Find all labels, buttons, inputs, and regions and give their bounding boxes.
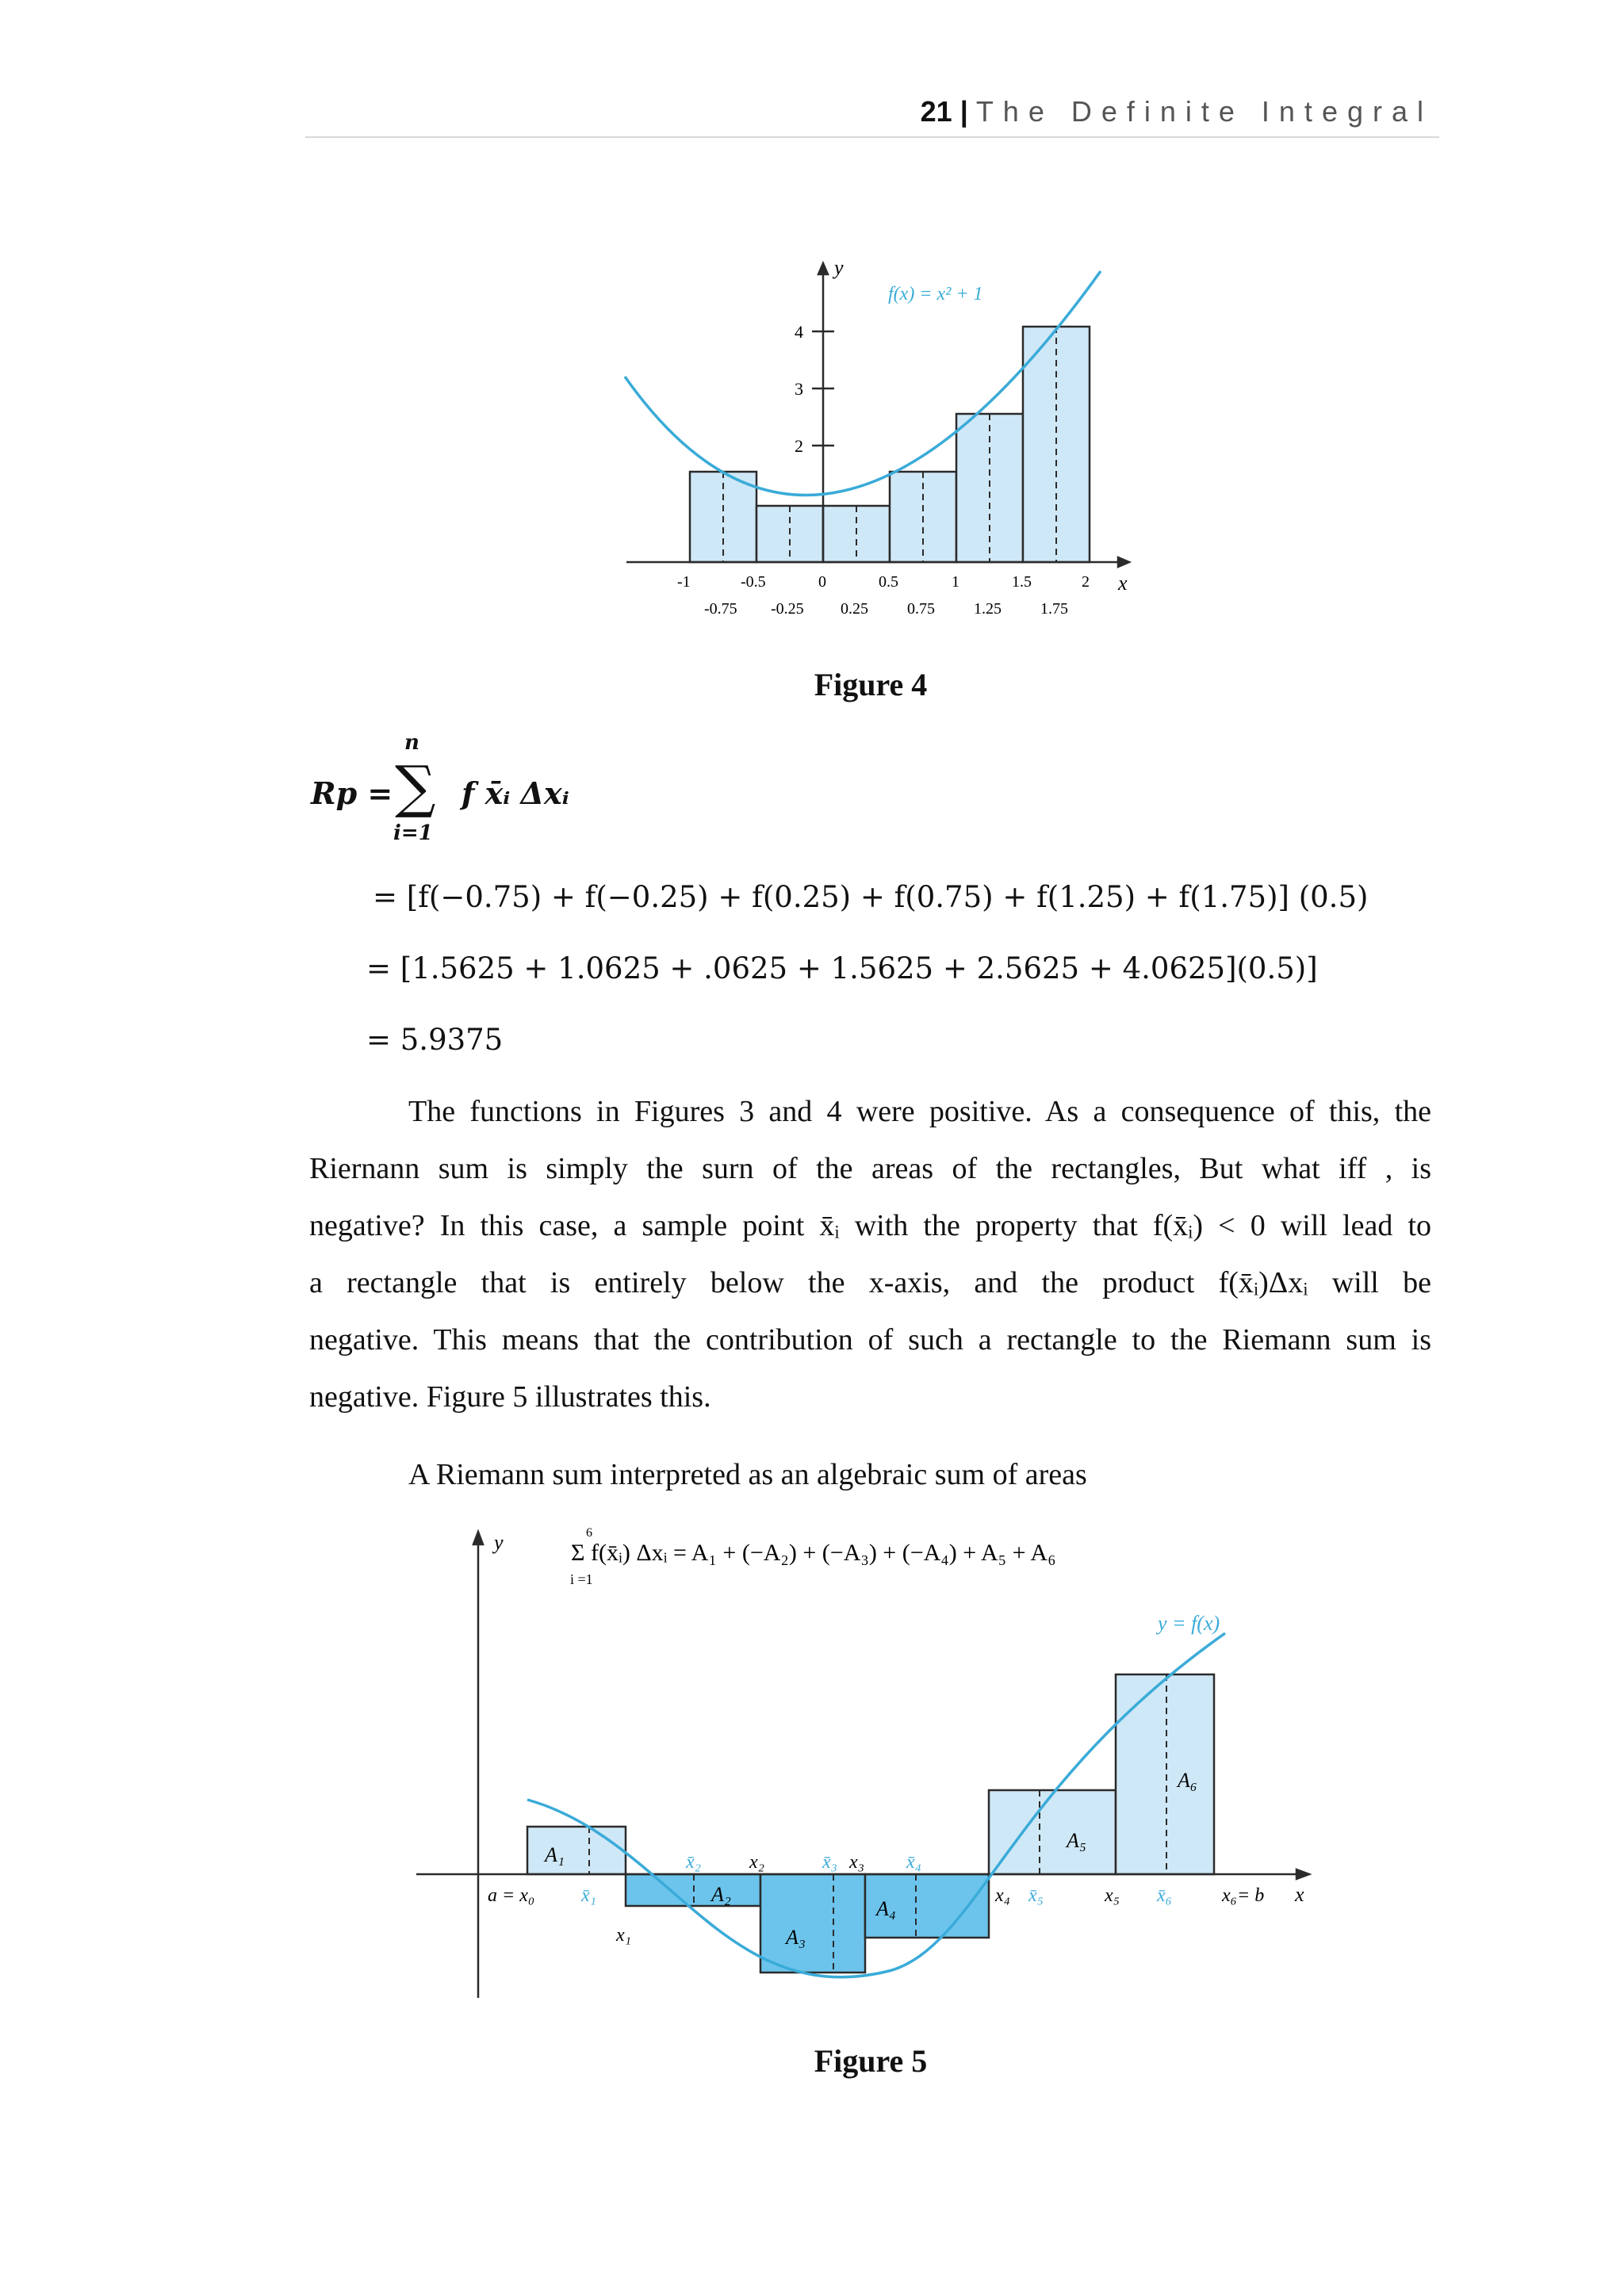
- fig5-rect-a6: [1116, 1674, 1214, 1874]
- fig5-rect-a5: [989, 1790, 1116, 1874]
- fig5-sum-upper: 6: [586, 1526, 592, 1540]
- fig5-point-label: x₄: [995, 1885, 1010, 1906]
- paragraph-line: a rectangle that is entirely below the x-axis, and the product f(x̄ᵢ)Δxᵢ will be: [309, 1266, 1431, 1299]
- fig5-point-label: x₃: [849, 1852, 864, 1873]
- fig4-y-tick: 4: [795, 322, 803, 342]
- fig4-x-tick: 0.25: [841, 600, 868, 618]
- body-paragraph: [309, 1083, 1431, 1425]
- fig5-point-label: x̄₄: [906, 1852, 921, 1873]
- fig4-x-tick: 0.75: [907, 600, 935, 618]
- formula-line-3: = 5.9375: [366, 1023, 504, 1057]
- fig4-x-tick: -0.25: [771, 600, 804, 618]
- figure-4: [611, 254, 1150, 634]
- formula-line-2: = [1.5625 + 1.0625 + .0625 + 1.5625 + 2.5625 + 4.0625](0.5)]: [366, 951, 1318, 985]
- header-text: [921, 95, 1433, 128]
- paragraph-line: The functions in Figures 3 and 4 were positive. As a consequence of this, the: [408, 1095, 1431, 1128]
- formula-summand: f x̄ᵢ Δxᵢ: [462, 775, 569, 811]
- fig5-point-label: x̄₆: [1157, 1885, 1172, 1906]
- fig4-x-tick: 1.75: [1040, 600, 1068, 618]
- paragraph-line: negative? In this case, a sample point x̄ᵢ with the property that f(x̄ᵢ) < 0 will lead to: [309, 1209, 1431, 1242]
- fig5-point-label: x̄₃: [822, 1852, 837, 1873]
- fig4-x-tick: -1: [677, 573, 691, 591]
- header-title: The Definite Integral: [975, 95, 1433, 128]
- fig4-x-axis-label: x: [1118, 572, 1128, 595]
- figure-5-caption: Figure 5: [814, 2043, 928, 2079]
- fig5-area-label: A₁: [545, 1843, 565, 1866]
- header-separator: |: [959, 95, 968, 128]
- formula-lhs: Rp =: [311, 775, 393, 811]
- fig5-point-label: x₅: [1105, 1885, 1120, 1906]
- fig5-point-label: x₁: [616, 1925, 631, 1946]
- fig5-area-label: A₂: [711, 1883, 731, 1906]
- fig5-point-label: x̄₁: [581, 1885, 596, 1906]
- formula-sum-lower: i=1: [393, 821, 433, 845]
- fig4-x-tick: 1: [952, 573, 959, 591]
- fig5-point-label: x̄₅: [1028, 1885, 1044, 1906]
- fig5-point-label: x̄₂: [686, 1852, 701, 1873]
- figure-5-heading: A Riemann sum interpreted as an algebraic sum of areas: [408, 1458, 1087, 1491]
- figure-5-negative-rects: [626, 1874, 989, 1973]
- fig4-x-tick: 0: [818, 573, 826, 591]
- fig5-point-label: a = x₀: [488, 1885, 535, 1906]
- fig4-y-tick: 3: [795, 379, 803, 399]
- sigma-symbol: ∑: [395, 753, 436, 820]
- fig5-y-axis-label: y: [494, 1531, 504, 1554]
- fig4-function-label: f(x) = x² + 1: [888, 284, 983, 304]
- fig5-area-label: A₅: [1067, 1829, 1086, 1852]
- fig4-x-tick: 0.5: [879, 573, 898, 591]
- fig5-sum-expression: Σ f(x̄ᵢ) Δxᵢ = A₁ + (−A₂) + (−A₃) + (−A₄) + A₅ + A₆: [571, 1540, 1056, 1566]
- formula-line-1: = [f(−0.75) + f(−0.25) + f(0.25) + f(0.75) + f(1.25) + f(1.75)] (0.5): [373, 880, 1369, 914]
- figure-4-x-ticks-top: [677, 573, 1090, 591]
- paragraph-line: negative. Figure 5 illustrates this.: [309, 1380, 711, 1414]
- fig5-rect-a3: [760, 1874, 865, 1973]
- paragraph-line: negative. This means that the contribution of such a rectangle to the Riemann sum is: [309, 1323, 1431, 1357]
- page-number: 21: [920, 95, 952, 128]
- page-header: [305, 95, 1439, 138]
- fig5-rect-a1: [527, 1827, 626, 1874]
- figure-5-positive-rects: [527, 1674, 1214, 1874]
- fig5-area-label: A₃: [786, 1926, 806, 1949]
- fig4-x-tick: -0.5: [741, 573, 766, 591]
- fig4-x-tick: 1.25: [974, 600, 1002, 618]
- fig5-x-axis-label: x: [1295, 1883, 1304, 1906]
- fig4-x-tick: 2: [1082, 573, 1090, 591]
- fig4-y-axis-label: y: [834, 256, 844, 279]
- figure-4-caption: Figure 4: [814, 667, 928, 702]
- figure-4-x-ticks-bottom: [704, 600, 1068, 618]
- fig4-y-tick: 2: [795, 436, 803, 456]
- fig5-point-label: x₂: [749, 1852, 764, 1873]
- fig5-area-label: A₄: [876, 1897, 896, 1920]
- fig5-point-label: x₆= b: [1222, 1885, 1265, 1906]
- fig4-x-tick: 1.5: [1012, 573, 1032, 591]
- fig5-function-label: y = f(x): [1158, 1612, 1220, 1635]
- fig5-sum-lower: i =1: [570, 1571, 593, 1587]
- paragraph-line: Riernann sum is simply the surn of the areas of the rectangles, But what iff , is: [309, 1152, 1431, 1185]
- formula-sum-upper: n: [404, 731, 419, 755]
- figure-5: [408, 1522, 1320, 2014]
- fig5-area-label: A₆: [1178, 1769, 1197, 1792]
- fig4-x-tick: -0.75: [704, 600, 737, 618]
